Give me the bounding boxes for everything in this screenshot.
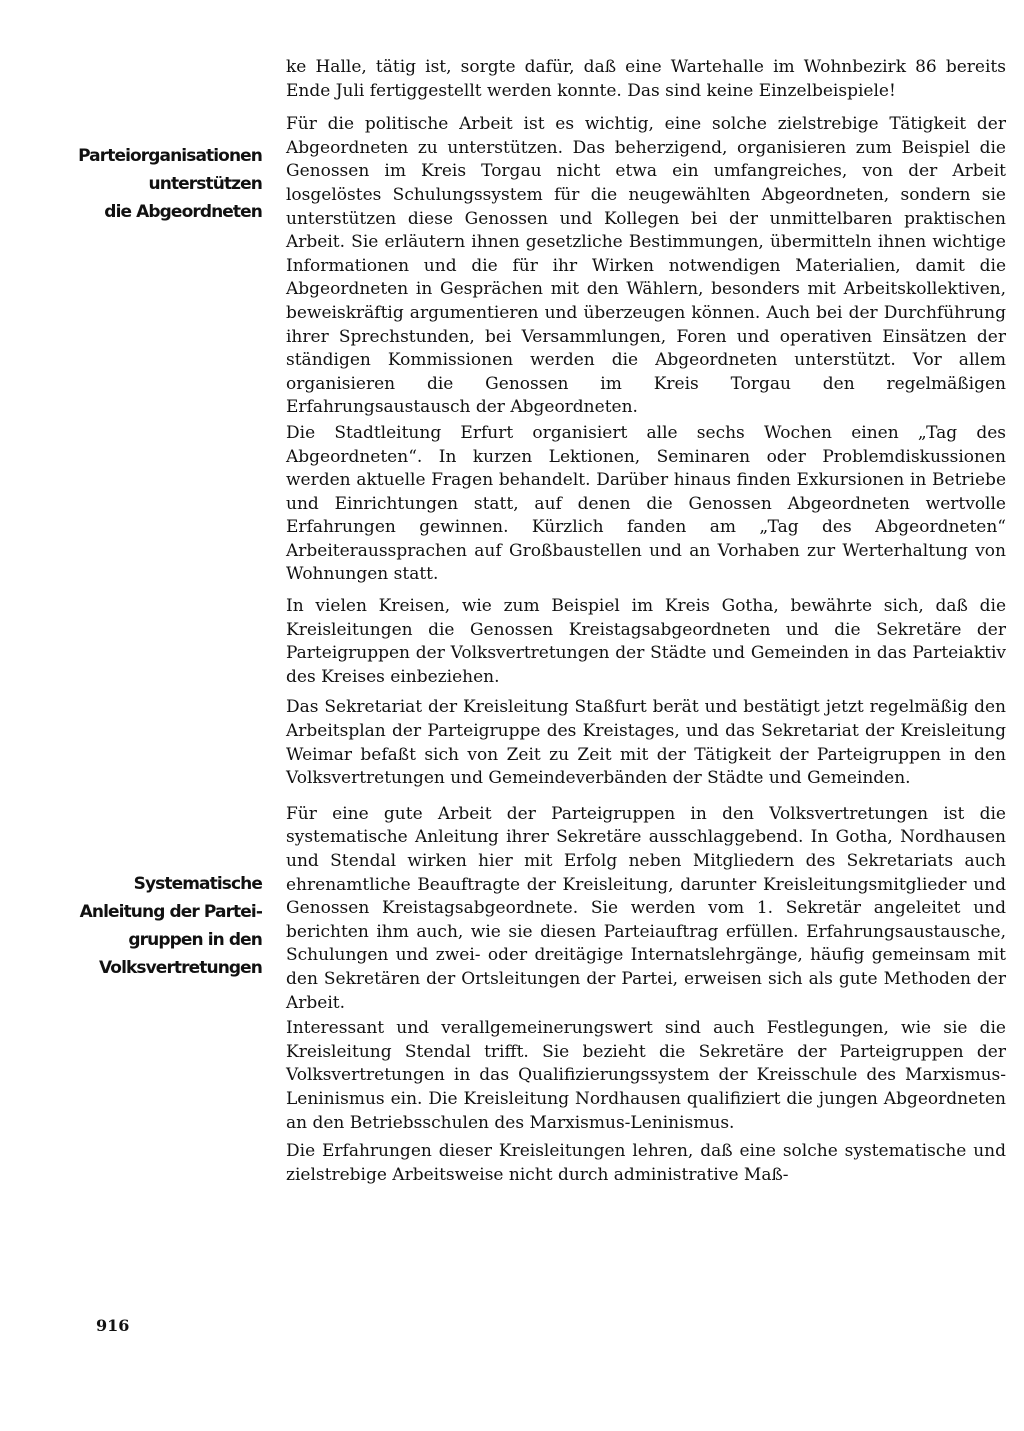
paragraph-conclusion: Die Erfahrungen dieser Kreisleitungen lehren, daß eine solche systematische und zielstrebige Arbeitsweise nicht durch administrative Maß- [286, 1141, 1006, 1185]
main-text-column [286, 56, 1006, 1187]
side-heading-party-organisations [66, 142, 262, 226]
side-heading-line: gruppen in den [128, 930, 262, 950]
side-heading-line: unterstützen [148, 174, 262, 194]
side-heading-line: Anleitung der Partei- [79, 902, 262, 922]
paragraph-stendal-nordhausen: Interessant und verallgemeinerungswert sind auch Festlegungen, wie sie die Kreisleitung Stendal trifft. Sie bezieht die Sekretäre der Parteigruppen der Volksvertretungen in das Qualifizierungssystem der Kreisschule des Marxismus-Leninismus ein. Die Kreisleitung Nordhausen qualifiziert die jungen Abgeordneten an den Betriebsschulen des Marxismus-Leninismus. [286, 1018, 1006, 1133]
paragraph-gotha: In vielen Kreisen, wie zum Beispiel im Kreis Gotha, bewährte sich, daß die Kreisleitungen die Genossen Kreistagsabgeordneten und die Sekretäre der Parteigruppen der Volksvertretungen der Städte und Gemeinden in das Parteiaktiv des Kreises einbeziehen. [286, 596, 1006, 687]
page-number: 916 [96, 1316, 130, 1335]
paragraph-stassfurt-weimar: Das Sekretariat der Kreisleitung Staßfurt berät und bestätigt jetzt regelmäßig den Arbeitsplan der Parteigruppe des Kreistages, und das Sekretariat der Kreisleitung Weimar befaßt sich von Zeit zu Zeit mit der Tätigkeit der Parteigruppen in den Volksvertretungen und Gemeindeverbänden der Städte und Gemeinden. [286, 697, 1006, 789]
paragraph-systematic-guidance: Für eine gute Arbeit der Parteigruppen in den Volksvertretungen ist die systematische Anleitung ihrer Sekretäre ausschlaggebend. In Gotha, Nordhausen und Stendal wirken hier mit Erfolg neben Mitgliedern des Sekretariats auch ehrenamtliche Beauftragte der Kreisleitung, darunter Kreisleitungsmitglieder und Genossen Kreistagsabgeordnete. Sie werden vom 1. Sekretär angeleitet und berichten ihm auch, wie sie diesen Parteiauftrag erfüllen. Erfahrungsaustausche, Schulungen und zwei- oder dreitägige Internatslehrgänge, häufig gemeinsam mit den Sekretären der Ortsleitungen der Partei, erweisen sich als gute Methoden der Arbeit. [286, 803, 1006, 1013]
paragraph-torgau: Für die politische Arbeit ist es wichtig, eine solche zielstrebige Tätigkeit der Abgeordneten zu unterstützen. Das beherzigend, organisieren zum Beispiel die Genossen im Kreis Torgau nicht etwa ein umfangreiches, von der Arbeit losgelöstes Schulungssystem für die neugewählten Abgeordneten, sondern sie unterstützen diese Genossen und Kollegen bei der unmittelbaren praktischen Arbeit. Sie erläutern ihnen gesetzliche Bestimmungen, übermitteln ihnen wichtige Informationen und die für ihr Wirken notwendigen Materialien, damit die Abgeordneten in Gesprächen mit den Wählern, besonders mit Arbeitskollektiven, beweiskräftig argumentieren und überzeugen können. Auch bei der Durchführung ihrer Sprechstunden, bei Versammlungen, Foren und operativen Einsätzen der ständigen Kommissionen werden die Abgeordneten unterstützt. Vor allem organisieren die Genossen im Kreis Torgau den regelmäßigen Erfahrungsaustausch der Abgeordneten. [286, 114, 1006, 418]
paragraph-erfurt: Die Stadtleitung Erfurt organisiert alle sechs Wochen einen „Tag des Abgeordneten“. In kurzen Lektionen, Seminaren oder Problemdiskussionen werden aktuelle Fragen behandelt. Darüber hinaus finden Exkursionen in Betriebe und Einrichtungen statt, auf denen die Genossen Abgeordneten wertvolle Erfahrungen gewinnen. Kürzlich fanden am „Tag des Abgeordneten“ Arbeiteraussprachen auf Großbaustellen und an Vorhaben zur Werterhaltung von Wohnungen statt. [286, 422, 1006, 585]
side-heading-systematic-guidance [66, 870, 262, 982]
side-heading-line: Volksvertretungen [98, 958, 262, 978]
side-heading-line: Systematische [133, 874, 262, 894]
side-heading-line: Parteiorganisationen [78, 146, 262, 166]
side-heading-line: die Abgeordneten [104, 202, 262, 222]
paragraph-intro: ke Halle, tätig ist, sorgte dafür, daß eine Wartehalle im Wohnbezirk 86 bereits Ende Juli fertiggestellt werden konnte. Das sind keine Einzelbeispiele! [286, 57, 1006, 101]
